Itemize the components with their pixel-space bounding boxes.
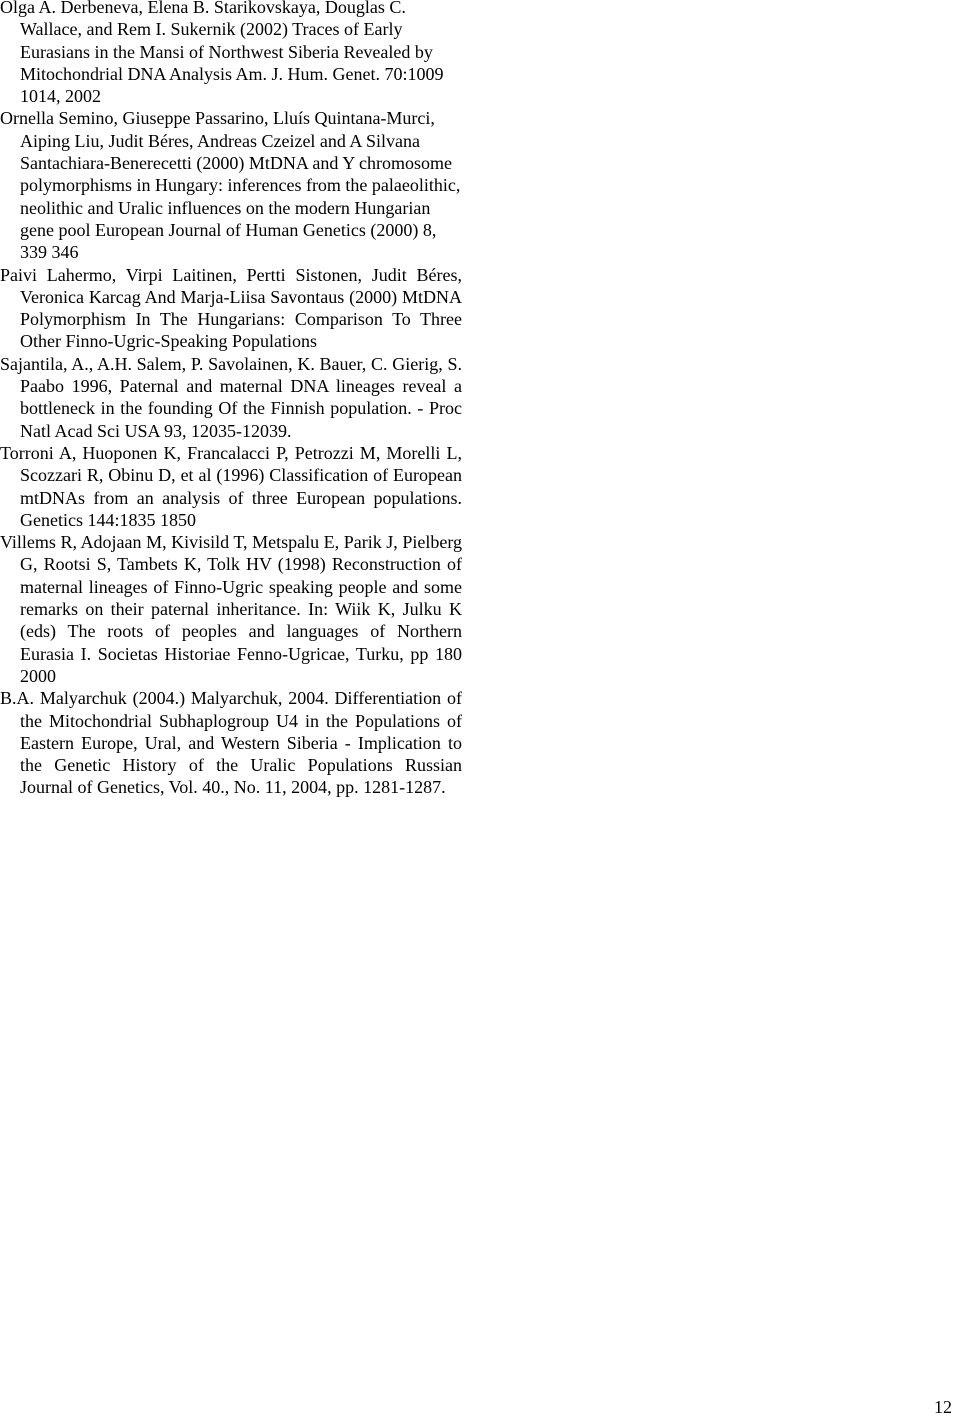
reference-entry-villems: Villems R, Adojaan M, Kivisild T, Metspalu E, Parik J, Pielberg G, Rootsi S, Tambets K, Tolk HV (1998) Reconstruction of maternal lineages of Finno-Ugric speaking people and some remarks on their paternal inheritance. In: Wiik K, Julku K (eds) The roots of peoples and languages of Northern Eurasia I. Societas Historiae Fenno-Ugricae, Turku, pp 180 2000 <box>0 532 462 686</box>
reference-entry-sajantila: Sajantila, A., A.H. Salem, P. Savolainen, K. Bauer, C. Gierig, S. Paabo 1996, Paternal and maternal DNA lineages reveal a bottleneck in the founding Of the Finnish population. - Proc Natl Acad Sci USA 93, 12035-12039. <box>0 353 462 441</box>
reference-entry-torroni: Torroni A, Huoponen K, Francalacci P, Petrozzi M, Morelli L, Scozzari R, Obinu D, et al (1996) Classification of European mtDNAs from an analysis of three European populations. Genetics 144:1835 1850 <box>0 442 462 530</box>
reference-list <box>0 0 462 799</box>
page-number: 12 <box>934 1397 952 1417</box>
reference-entry-lahermo: Paivi Lahermo, Virpi Laitinen, Pertti Sistonen, Judit Béres, Veronica Karcag And Marja-Liisa Savontaus (2000) MtDNA Polymorphism In The Hungarians: Comparison To Three Other Finno-Ugric-Speaking Populations <box>0 264 462 352</box>
reference-entry-derbeneva: Olga A. Derbeneva, Elena B. Starikovskaya, Douglas C. Wallace, and Rem I. Sukernik (2002) Traces of Early Eurasians in the Mansi of Northwest Siberia Revealed by Mitochondrial DNA Analysis Am. J. Hum. Genet. 70:1009 1014, 2002 <box>0 0 444 107</box>
reference-entry-malyarchuk: B.A. Malyarchuk (2004.) Malyarchuk, 2004. Differentiation of the Mitochondrial Subhaplogroup U4 in the Populations of Eastern Europe, Ural, and Western Siberia - Implication to the Genetic History of the Uralic Populations Russian Journal of Genetics, Vol. 40., No. 11, 2004, pp. 1281-1287. <box>0 688 462 798</box>
reference-entry-semino: Ornella Semino, Giuseppe Passarino, Lluís Quintana-Murci, Aiping Liu, Judit Béres, Andreas Czeizel and A Silvana Santachiara-Benerecetti (2000) MtDNA and Y chromosome polymorphisms in Hungary: inferences from the palaeolithic, neolithic and Uralic influences on the modern Hungarian gene pool European Journal of Human Genetics (2000) 8, 339 346 <box>0 108 461 263</box>
